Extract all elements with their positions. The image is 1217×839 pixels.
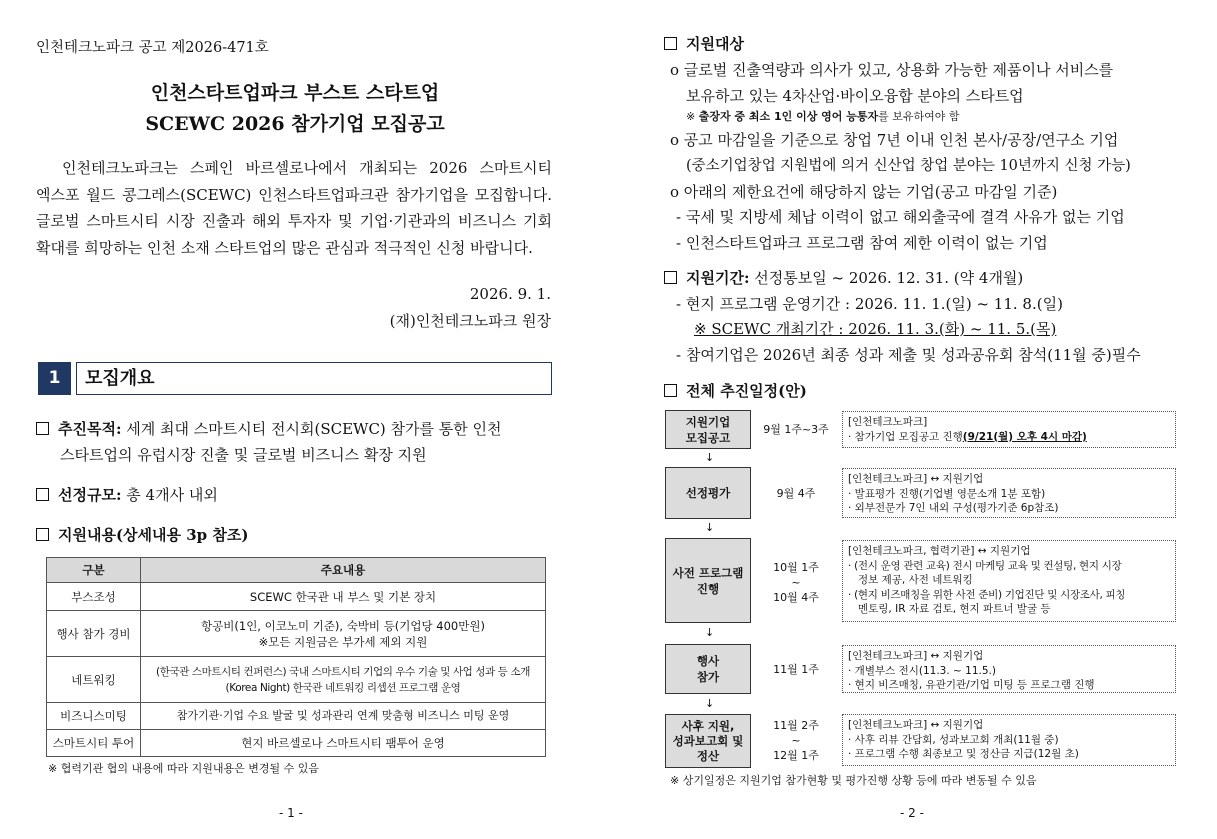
flow-step-box: [665, 644, 751, 694]
flow-step-period: [756, 560, 836, 605]
period-line: - 참여기업은 2026년 최종 성과 제출 및 성과공유회 참석(11월 중)필수: [676, 346, 1141, 364]
desc-line: · 개별부스 전시(11.3. ~ 11.5.): [848, 664, 996, 677]
period-sep: ~: [791, 734, 801, 747]
desc-line: [인천테크노파크] ↔ 지원기업: [848, 719, 984, 731]
scale-label: 선정규모:: [58, 486, 122, 504]
section-header: [38, 362, 552, 395]
period-line: ※ SCEWC 개최기간 : 2026. 11. 3.(화) ~ 11. 5.(목): [694, 320, 1057, 338]
support-label: 지원내용(상세내용 3p 참조): [58, 526, 249, 544]
down-arrow-icon: ↓: [705, 626, 715, 639]
table-cell: 스마트시티 투어: [47, 730, 141, 757]
cell-line: SCEWC 한국관 내 부스 및 기본 장치: [249, 589, 437, 604]
flow-step-label: 진행: [696, 581, 720, 596]
target-note: [686, 107, 960, 127]
scale-item: [36, 482, 218, 508]
page-1: [0, 0, 608, 839]
down-arrow-icon: ↓: [705, 521, 715, 534]
period-sep: ~: [791, 576, 801, 589]
table-row: [47, 583, 546, 611]
period-end: 10월 4주: [773, 591, 819, 604]
notice-number: 인천테크노파크 공고 제2026-471호: [36, 40, 269, 56]
flow-step-label: 모집공고: [685, 430, 731, 445]
table-cell: [141, 730, 546, 757]
scale-text: 총 4개사 내외: [126, 486, 218, 504]
cell-line: ※모든 지원금은 부가세 제외 지원: [258, 634, 428, 649]
section-title: 모집개요: [76, 362, 552, 395]
flow-step-label: 사후 지원,: [681, 718, 735, 733]
table-note: ※ 협력기관 협의 내용에 따라 지원내용은 변경될 수 있음: [48, 762, 319, 775]
section-number: 1: [38, 362, 71, 395]
desc-line: · 현지 비즈매칭, 유관기관/기업 미팅 등 프로그램 진행: [848, 679, 1095, 691]
flow-step-desc: [842, 645, 1176, 693]
note-bold: 출장자 중 최소 1인 이상 영어 능통자: [698, 110, 879, 123]
target-line: 보유하고 있는 4차산업·바이오융합 분야의 스타트업: [686, 87, 1024, 105]
checkbox-square-icon: [36, 422, 49, 435]
desc-line: · 발표평가 진행(기업별 영문소개 1분 포함): [848, 487, 1046, 500]
desc-line: · (전시 운영 관련 교육) 전시 마케팅 교육 및 컨설팅, 현지 시장: [848, 559, 1122, 572]
period-end: 12월 1주: [773, 749, 819, 762]
purpose-text-2: 스타트업의 유럽시장 진출 및 글로벌 비즈니스 확장 지원: [60, 446, 427, 464]
table-row: [47, 611, 546, 657]
flow-step-desc: [842, 540, 1176, 622]
desc-line: · 프로그램 수행 최종보고 및 정산금 지급(12월 초): [848, 748, 1079, 760]
notice-date: 2026. 9. 1.: [469, 285, 551, 303]
cell-line: (Korea Night) 한국관 네트워킹 리셉션 프로그램 운영: [225, 681, 461, 694]
flow-step-box: [665, 467, 751, 519]
target-line: o 아래의 제한요건에 해당하지 않는 기업(공고 마감일 기준): [670, 183, 1058, 201]
desc-line: 멘토링, IR 자료 검토, 현지 파트너 발굴 등: [858, 603, 1051, 615]
flow-step-label: 지원기업: [685, 414, 731, 429]
table-cell: 부스조성: [47, 583, 141, 611]
target-line: - 인천스타트업파크 프로그램 참여 제한 이력이 없는 기업: [676, 234, 1048, 252]
flow-step-label: 행사: [696, 654, 720, 668]
target-line: (중소기업창업 지원법에 의거 신산업 창업 분야는 10년까지 신청 가능): [686, 158, 1131, 174]
flow-step-box: [665, 714, 751, 768]
table-cell: 비즈니스미팅: [47, 703, 141, 730]
title-line-2: SCEWC 2026 참가기업 모집공고: [145, 113, 445, 135]
desc-deadline: (9/21(월) 오후 4시 마감): [962, 430, 1087, 443]
target-heading: [664, 32, 744, 57]
table-cell: 네트워킹: [47, 657, 141, 703]
table-row: [47, 730, 546, 757]
schedule-label: 전체 추진일정(안): [686, 382, 807, 400]
checkbox-square-icon: [664, 37, 677, 50]
flow-step-period: [756, 718, 836, 763]
down-arrow-icon: ↓: [705, 697, 715, 710]
table-cell: [141, 657, 546, 703]
desc-line: 정보 제공, 사전 네트워킹: [858, 574, 973, 586]
flow-step-box: [665, 538, 751, 623]
target-line: - 국세 및 지방세 체납 이력이 없고 해외출국에 결격 사유가 없는 기업: [676, 208, 1125, 226]
note-suffix: 를 보유하여야 함: [878, 110, 960, 123]
notice-signer: (재)인천테크노파크 원장: [389, 312, 551, 330]
flow-step-desc: [842, 411, 1176, 448]
checkbox-square-icon: [664, 271, 677, 284]
desc-line: · 사후 리뷰 간담회, 성과보고회 개최(11월 중): [848, 733, 1059, 746]
flow-step-desc: [842, 468, 1176, 518]
flow-step-label: 참가: [696, 670, 720, 684]
period-start: 10월 1주: [773, 561, 819, 574]
target-line: o 글로벌 진출역량과 의사가 있고, 상용화 가능한 제품이나 서비스를: [670, 61, 1114, 79]
period-label: 지원기간:: [686, 269, 750, 287]
checkbox-square-icon: [36, 488, 49, 501]
flow-step-desc: [842, 714, 1176, 766]
table-cell: [141, 703, 546, 730]
flow-step-period: 9월 1주~3주: [763, 423, 829, 436]
period-line: - 현지 프로그램 운영기간 : 2026. 11. 1.(일) ~ 11. 8.(일): [676, 295, 1063, 313]
desc-line: [인천테크노파크, 협력기관] ↔ 지원기업: [848, 545, 1031, 557]
table-cell: [141, 611, 546, 657]
table-row: [47, 703, 546, 730]
flow-step-label: 정산: [696, 748, 720, 763]
schedule-footnote: ※ 상기일정은 지원기업 참가현황 및 평가진행 상황 등에 따라 변동될 수 있음: [670, 774, 1037, 787]
target-line: o 공고 마감일을 기준으로 창업 7년 이내 인천 본사/공장/연구소 기업: [670, 131, 1119, 149]
purpose-label: 추진목적:: [58, 420, 122, 438]
flow-step-box: [665, 410, 751, 449]
flow-step-label: 사전 프로그램: [672, 565, 744, 580]
desc-text: · 참가기업 모집공고 진행: [848, 430, 963, 443]
page-2: [608, 0, 1217, 839]
desc-line: [인천테크노파크] ↔ 지원기업: [848, 650, 984, 662]
cell-line: (한국관 스마트시티 컨퍼런스) 국내 스마트시티 기업의 우수 기술 및 사업 성과 등 소개: [156, 665, 530, 678]
desc-line: · 외부전문가 7인 내외 구성(평가기준 6p참조): [848, 502, 1059, 514]
checkbox-square-icon: [36, 528, 49, 541]
checkbox-square-icon: [664, 384, 677, 397]
target-label: 지원대상: [686, 35, 744, 53]
schedule-heading: [664, 379, 807, 404]
desc-line: [인천테크노파크]: [848, 416, 928, 428]
table-header: 구분: [47, 558, 141, 583]
title-line-1: 인천스타트업파크 부스트 스타트업: [150, 82, 440, 104]
desc-line: [인천테크노파크] ↔ 지원기업: [848, 473, 984, 485]
page-number: - 1 -: [279, 806, 303, 820]
down-arrow-icon: ↓: [705, 451, 715, 464]
desc-line: · (현지 비즈매칭을 위한 사전 준비) 기업진단 및 시장조사, 피칭: [848, 588, 1126, 601]
intro-paragraph: 인천테크노파크는 스페인 바르셀로나에서 개최되는 2026 스마트시티 엑스포 월드 콩그레스(SCEWC) 인천스타트업파크관 참가기업을 모집합니다. 글로벌 스마트시티 시장 진출과 해외 투자자 및 기업·기관과의 비즈니스 기회 확대를 희망하는 인천 소재 스타트업의 많은 관심과 적극적인 신청 바랍니다.: [36, 159, 552, 257]
support-item: [36, 522, 248, 548]
cell-line: 현지 바르셀로나 스마트시티 팸투어 운영: [241, 736, 445, 750]
purpose-item: [36, 416, 552, 468]
period-start: 11월 2주: [773, 719, 819, 732]
flow-step-period: 11월 1주: [773, 663, 819, 676]
cell-line: 항공비(1인, 이코노미 기준), 숙박비 등(기업당 400만원): [201, 618, 485, 633]
table-cell: 행사 참가 경비: [47, 611, 141, 657]
table-header: 주요내용: [141, 558, 546, 583]
page-number: - 2 -: [900, 806, 924, 820]
cell-line: 참가기관·기업 수요 발굴 및 성과관리 연계 맞춤형 비즈니스 미팅 운영: [176, 709, 510, 722]
period-heading: [664, 266, 1023, 291]
flow-step-label: 성과보고회 및: [672, 733, 744, 748]
desc-line: [848, 430, 1170, 445]
flow-step-period: 9월 4주: [776, 487, 816, 500]
note-prefix: ※: [686, 110, 699, 123]
period-text: 선정통보일 ~ 2026. 12. 31. (약 4개월): [754, 269, 1024, 287]
flow-step-label: 선정평가: [685, 486, 731, 500]
support-table: [46, 557, 546, 757]
table-row: [47, 657, 546, 703]
table-header-row: [47, 558, 546, 583]
table-cell: [141, 583, 546, 611]
purpose-text-1: 세계 최대 스마트시티 전시회(SCEWC) 참가를 통한 인천: [126, 420, 502, 438]
